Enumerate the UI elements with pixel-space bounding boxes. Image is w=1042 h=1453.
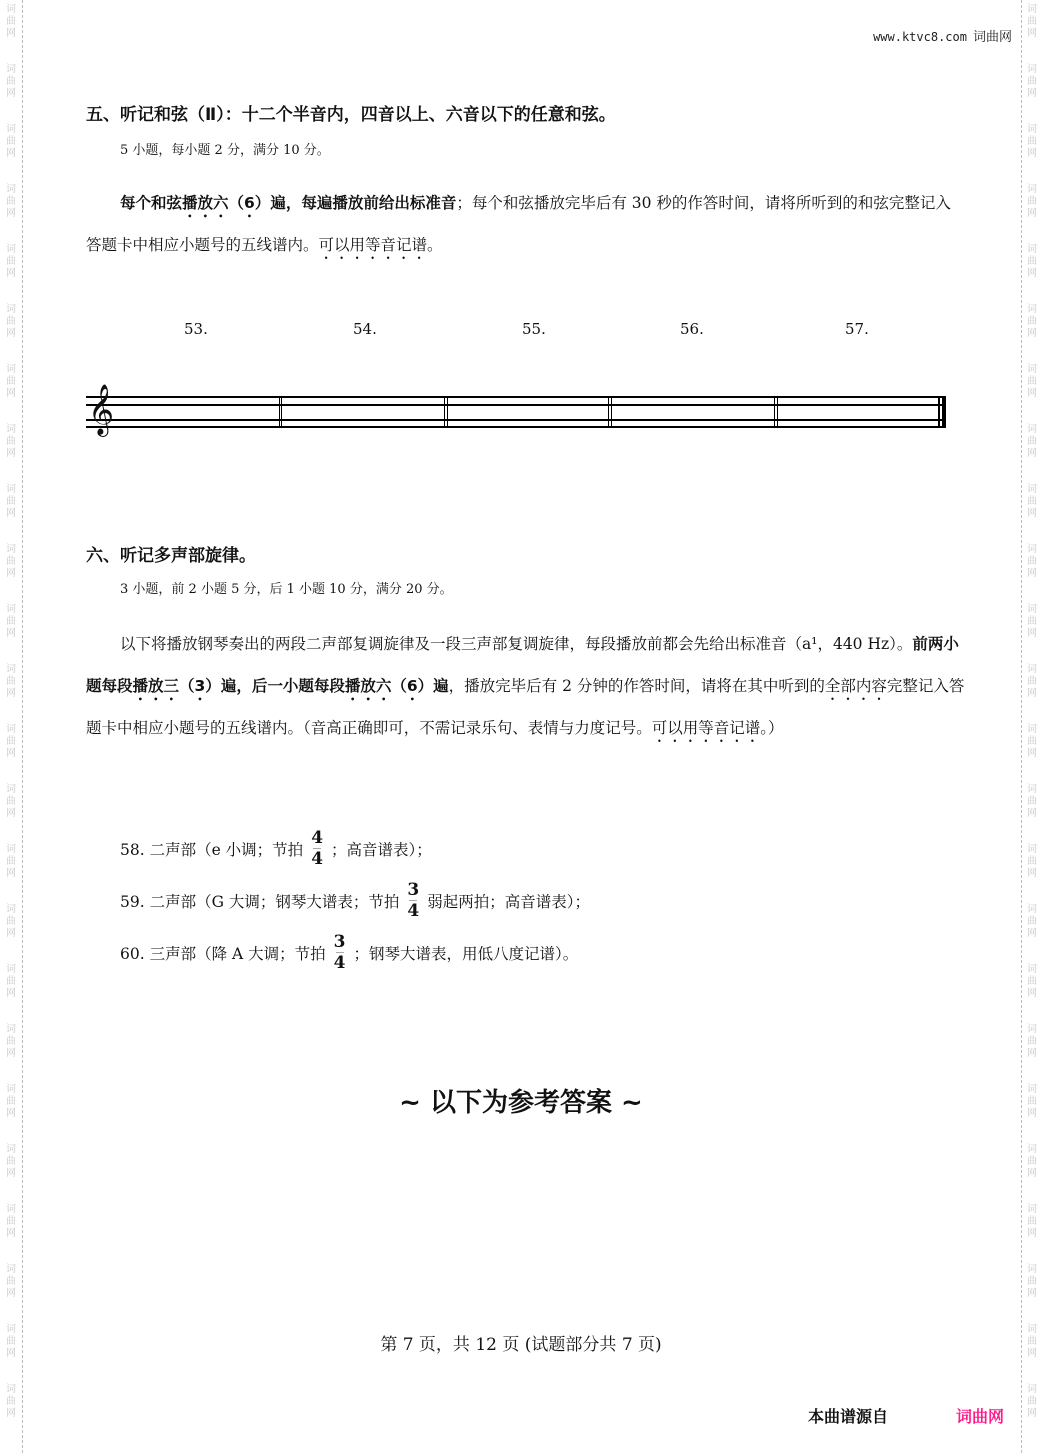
- watermark-char: 词: [1027, 244, 1037, 255]
- watermark-char: 词: [6, 244, 16, 255]
- watermark-char: 曲: [6, 796, 16, 807]
- watermark-char: 网: [6, 268, 16, 279]
- watermark-char: 词: [1027, 424, 1037, 435]
- question-number-56: 56.: [680, 320, 704, 338]
- watermark-char: 曲: [6, 1276, 16, 1287]
- watermark-char: 网: [6, 808, 16, 819]
- watermark-group: [0, 904, 22, 940]
- section5-instructions: 每个和弦播放六（6）遍，每遍播放前给出标准音；每个和弦播放完毕后有 30 秒的作答时间，请将所听到的和弦完整记入答题卡中相应小题号的五线谱内。可以用等音记谱。: [86, 194, 951, 254]
- watermark-char: 网: [6, 1168, 16, 1179]
- watermark-group: [0, 544, 22, 580]
- watermark-group: [1022, 1144, 1042, 1180]
- watermark-char: 网: [1027, 388, 1037, 399]
- watermark-char: 曲: [6, 976, 16, 987]
- watermark-group: [1022, 844, 1042, 880]
- watermark-char: 曲: [6, 16, 16, 27]
- watermark-char: 曲: [1027, 556, 1037, 567]
- watermark-char: 网: [1027, 928, 1037, 939]
- watermark-char: 曲: [6, 196, 16, 207]
- watermark-char: 网: [6, 988, 16, 999]
- watermark-group: [0, 64, 22, 100]
- watermark-char: 曲: [6, 376, 16, 387]
- final-barline-thin: [938, 396, 940, 428]
- watermark-group: [0, 424, 22, 460]
- watermark-char: 词: [6, 4, 16, 15]
- watermark-char: 网: [6, 28, 16, 39]
- watermark-char: 网: [6, 388, 16, 399]
- watermark-group: [1022, 1264, 1042, 1300]
- watermark-char: 网: [6, 88, 16, 99]
- watermark-group: [1022, 1024, 1042, 1060]
- watermark-group: [1022, 484, 1042, 520]
- watermark-char: 曲: [6, 1336, 16, 1347]
- watermark-char: 网: [1027, 988, 1037, 999]
- watermark-group: [0, 304, 22, 340]
- watermark-char: 词: [6, 424, 16, 435]
- section6-scoring: 3 小题，前 2 小题 5 分，后 1 小题 10 分，满分 20 分。: [120, 582, 453, 597]
- watermark-group: [1022, 544, 1042, 580]
- watermark-char: 词: [1027, 964, 1037, 975]
- watermark-char: 网: [6, 1108, 16, 1119]
- watermark-char: 曲: [1027, 496, 1037, 507]
- watermark-char: 网: [1027, 28, 1037, 39]
- watermark-char: 曲: [6, 1396, 16, 1407]
- watermark-char: 网: [1027, 748, 1037, 759]
- left-watermark-strip: [0, 0, 23, 1453]
- watermark-char: 网: [6, 688, 16, 699]
- site-url[interactable]: www.ktvc8.com: [873, 30, 967, 44]
- watermark-char: 网: [1027, 568, 1037, 579]
- watermark-group: [0, 1024, 22, 1060]
- watermark-char: 网: [1027, 508, 1037, 519]
- watermark-group: [0, 1384, 22, 1420]
- watermark-char: 词: [6, 844, 16, 855]
- watermark-group: [1022, 124, 1042, 160]
- watermark-char: 网: [1027, 1228, 1037, 1239]
- watermark-group: [1022, 1204, 1042, 1240]
- watermark-char: 词: [1027, 664, 1037, 675]
- double-barline: [608, 396, 612, 428]
- section5-scoring: 5 小题，每小题 2 分，满分 10 分。: [120, 143, 330, 158]
- watermark-char: 词: [6, 64, 16, 75]
- watermark-char: 曲: [1027, 436, 1037, 447]
- watermark-char: 网: [1027, 328, 1037, 339]
- double-barline: [444, 396, 448, 428]
- watermark-group: [0, 184, 22, 220]
- source-brand-link[interactable]: 词曲网: [956, 1407, 1005, 1426]
- watermark-char: 曲: [6, 916, 16, 927]
- watermark-group: [0, 4, 22, 40]
- watermark-group: [1022, 4, 1042, 40]
- watermark-char: 网: [1027, 88, 1037, 99]
- watermark-group: [0, 1144, 22, 1180]
- watermark-char: 曲: [1027, 76, 1037, 87]
- question-number-53: 53.: [184, 320, 208, 338]
- watermark-char: 词: [1027, 1384, 1037, 1395]
- watermark-char: 词: [1027, 784, 1037, 795]
- watermark-char: 曲: [6, 1096, 16, 1107]
- watermark-char: 曲: [1027, 1336, 1037, 1347]
- watermark-char: 网: [6, 1348, 16, 1359]
- watermark-char: 网: [6, 568, 16, 579]
- watermark-group: [0, 244, 22, 280]
- watermark-char: 词: [6, 964, 16, 975]
- watermark-char: 曲: [6, 76, 16, 87]
- watermark-char: 曲: [6, 496, 16, 507]
- watermark-char: 曲: [1027, 316, 1037, 327]
- watermark-char: 曲: [1027, 676, 1037, 687]
- watermark-char: 网: [1027, 1288, 1037, 1299]
- watermark-char: 网: [1027, 688, 1037, 699]
- watermark-group: [0, 1264, 22, 1300]
- watermark-char: 词: [6, 604, 16, 615]
- right-watermark-strip: [1021, 0, 1042, 1453]
- watermark-char: 网: [1027, 1108, 1037, 1119]
- watermark-char: 网: [1027, 448, 1037, 459]
- watermark-char: 曲: [6, 856, 16, 867]
- time-signature: $\frac{3}{4}$: [333, 932, 346, 973]
- watermark-char: 曲: [6, 1216, 16, 1227]
- watermark-char: 曲: [1027, 1036, 1037, 1047]
- watermark-char: 网: [6, 1288, 16, 1299]
- watermark-char: 词: [1027, 1144, 1037, 1155]
- watermark-char: 曲: [6, 1156, 16, 1167]
- watermark-char: 词: [6, 1024, 16, 1035]
- watermark-group: [1022, 784, 1042, 820]
- watermark-char: 曲: [1027, 616, 1037, 627]
- watermark-group: [1022, 424, 1042, 460]
- watermark-char: 曲: [1027, 736, 1037, 747]
- watermark-char: 词: [6, 664, 16, 675]
- source-label: 本曲谱源自: [808, 1407, 889, 1426]
- answers-heading: ~ 以下为参考答案 ~: [399, 1088, 643, 1118]
- watermark-char: 词: [6, 1204, 16, 1215]
- watermark-char: 词: [6, 1324, 16, 1335]
- watermark-char: 网: [6, 208, 16, 219]
- watermark-char: 词: [1027, 484, 1037, 495]
- watermark-char: 词: [1027, 544, 1037, 555]
- watermark-char: 网: [6, 1408, 16, 1419]
- watermark-char: 网: [6, 148, 16, 159]
- watermark-char: 曲: [1027, 1276, 1037, 1287]
- watermark-char: 词: [6, 1144, 16, 1155]
- watermark-char: 词: [1027, 64, 1037, 75]
- watermark-char: 曲: [6, 676, 16, 687]
- watermark-char: 词: [6, 364, 16, 375]
- section5-title: 五、听记和弦（Ⅱ）：十二个半音内，四音以上、六音以下的任意和弦。: [86, 105, 616, 125]
- page-footer: 第 7 页，共 12 页 (试题部分共 7 页): [380, 1335, 662, 1355]
- watermark-group: [1022, 184, 1042, 220]
- watermark-group: [1022, 1384, 1042, 1420]
- watermark-char: 曲: [1027, 1216, 1037, 1227]
- watermark-char: 曲: [1027, 1156, 1037, 1167]
- watermark-group: [1022, 724, 1042, 760]
- treble-clef-icon: 𝄞: [88, 384, 115, 435]
- watermark-group: [0, 844, 22, 880]
- watermark-group: [1022, 964, 1042, 1000]
- watermark-char: 网: [1027, 1408, 1037, 1419]
- watermark-char: 词: [1027, 724, 1037, 735]
- watermark-char: 词: [1027, 904, 1037, 915]
- watermark-char: 网: [1027, 628, 1037, 639]
- watermark-char: 曲: [1027, 916, 1037, 927]
- watermark-char: 词: [1027, 1024, 1037, 1035]
- watermark-char: 词: [1027, 1324, 1037, 1335]
- watermark-char: 词: [6, 724, 16, 735]
- double-barline: [279, 396, 282, 428]
- watermark-char: 词: [6, 304, 16, 315]
- section6-instructions: 以下将播放钢琴奏出的两段二声部复调旋律及一段三声部复调旋律，每段播放前都会先给出标准音（a¹，440 Hz）。前两小题每段播放三（3）遍，后一小题每段播放六（6）遍，播放完毕后有 2 分钟的作答时间，请将在其中听到的全部内容完整记入答题卡中相应小题号的五线谱内。（音高正确即可，不需记录乐句、表情与力度记号。可以用等音记谱。）: [86, 635, 965, 737]
- watermark-char: 网: [1027, 868, 1037, 879]
- staff-line: [86, 426, 946, 428]
- watermark-group: [1022, 604, 1042, 640]
- watermark-char: 曲: [6, 436, 16, 447]
- watermark-char: 曲: [6, 616, 16, 627]
- staff-line: [86, 396, 946, 398]
- watermark-group: [1022, 904, 1042, 940]
- watermark-group: [1022, 244, 1042, 280]
- watermark-group: [0, 364, 22, 400]
- watermark-char: 网: [1027, 148, 1037, 159]
- watermark-char: 词: [6, 184, 16, 195]
- watermark-char: 曲: [6, 316, 16, 327]
- watermark-char: 词: [6, 544, 16, 555]
- watermark-char: 曲: [6, 556, 16, 567]
- watermark-char: 曲: [1027, 796, 1037, 807]
- watermark-char: 词: [6, 784, 16, 795]
- watermark-char: 曲: [1027, 16, 1037, 27]
- watermark-char: 词: [1027, 604, 1037, 615]
- site-header: [873, 26, 1012, 45]
- watermark-char: 词: [6, 1264, 16, 1275]
- double-barline: [774, 396, 778, 428]
- watermark-char: 网: [1027, 1048, 1037, 1059]
- watermark-char: 网: [1027, 268, 1037, 279]
- watermark-group: [0, 1204, 22, 1240]
- watermark-char: 词: [1027, 124, 1037, 135]
- watermark-char: 词: [1027, 1264, 1037, 1275]
- watermark-char: 曲: [1027, 856, 1037, 867]
- watermark-char: 曲: [6, 136, 16, 147]
- staff-line: [86, 419, 946, 421]
- watermark-char: 词: [1027, 844, 1037, 855]
- watermark-char: 曲: [6, 736, 16, 747]
- watermark-char: 词: [1027, 304, 1037, 315]
- question-number-54: 54.: [353, 320, 377, 338]
- watermark-char: 词: [6, 1084, 16, 1095]
- watermark-char: 网: [6, 1048, 16, 1059]
- watermark-char: 网: [6, 1228, 16, 1239]
- watermark-group: [0, 964, 22, 1000]
- section6-title: 六、听记多声部旋律。: [86, 546, 256, 566]
- watermark-char: 词: [1027, 184, 1037, 195]
- music-staff: [86, 384, 946, 435]
- watermark-group: [0, 604, 22, 640]
- watermark-char: 网: [6, 508, 16, 519]
- watermark-char: 网: [1027, 808, 1037, 819]
- watermark-group: [0, 724, 22, 760]
- watermark-char: 词: [6, 484, 16, 495]
- watermark-char: 网: [6, 628, 16, 639]
- question-59: 59. 二声部（G 大调；钢琴大谱表；节拍 $\frac{3}{4}$ 弱起两拍；高音谱表）；: [120, 880, 590, 921]
- watermark-char: 词: [1027, 4, 1037, 15]
- watermark-char: 曲: [6, 1036, 16, 1047]
- time-signature: $\frac{3}{4}$: [407, 880, 420, 921]
- watermark-group: [0, 784, 22, 820]
- watermark-group: [0, 484, 22, 520]
- question-number-55: 55.: [522, 320, 546, 338]
- watermark-group: [1022, 304, 1042, 340]
- watermark-group: [0, 664, 22, 700]
- watermark-char: 曲: [1027, 976, 1037, 987]
- watermark-char: 词: [6, 1384, 16, 1395]
- watermark-char: 曲: [1027, 136, 1037, 147]
- watermark-char: 词: [1027, 1204, 1037, 1215]
- time-signature: $\frac{4}{4}$: [311, 828, 324, 869]
- watermark-char: 网: [6, 748, 16, 759]
- watermark-char: 词: [6, 124, 16, 135]
- final-barline-thick: [942, 396, 946, 428]
- watermark-group: [1022, 664, 1042, 700]
- watermark-char: 曲: [1027, 376, 1037, 387]
- watermark-char: 词: [1027, 1084, 1037, 1095]
- question-number-57: 57.: [845, 320, 869, 338]
- question-60: 60. 三声部（降 A 大调；节拍 $\frac{3}{4}$ ；钢琴大谱表，用低八度记谱）。: [120, 932, 579, 973]
- watermark-char: 曲: [1027, 196, 1037, 207]
- watermark-char: 网: [6, 868, 16, 879]
- watermark-group: [1022, 364, 1042, 400]
- watermark-char: 网: [1027, 1348, 1037, 1359]
- site-name: 词曲网: [972, 30, 1012, 45]
- watermark-char: 网: [6, 928, 16, 939]
- watermark-char: 曲: [6, 256, 16, 267]
- watermark-char: 网: [6, 328, 16, 339]
- question-58: 58. 二声部（e 小调；节拍 $\frac{4}{4}$ ；高音谱表）；: [120, 828, 432, 869]
- watermark-char: 网: [1027, 208, 1037, 219]
- watermark-char: 词: [6, 904, 16, 915]
- watermark-char: 网: [6, 448, 16, 459]
- staff-line: [86, 404, 946, 406]
- watermark-char: 网: [1027, 1168, 1037, 1179]
- watermark-char: 曲: [1027, 256, 1037, 267]
- watermark-group: [1022, 64, 1042, 100]
- watermark-group: [0, 124, 22, 160]
- watermark-char: 词: [1027, 364, 1037, 375]
- watermark-char: 曲: [1027, 1096, 1037, 1107]
- watermark-char: 曲: [1027, 1396, 1037, 1407]
